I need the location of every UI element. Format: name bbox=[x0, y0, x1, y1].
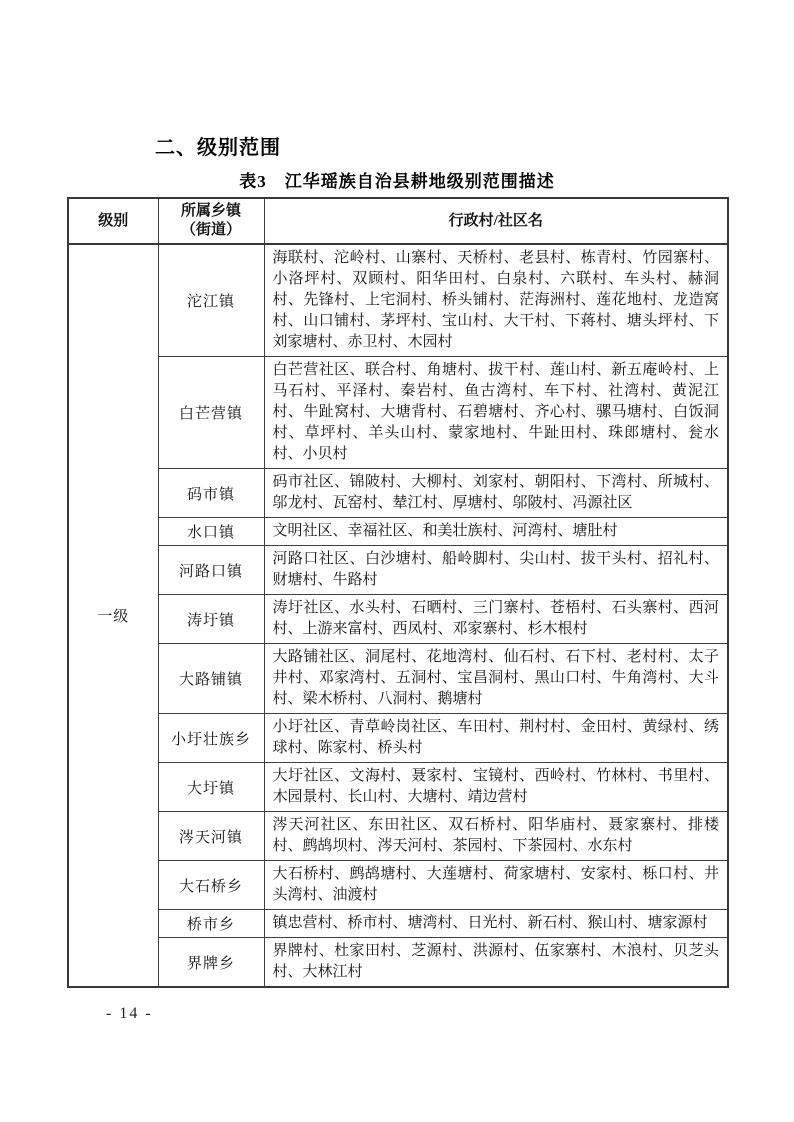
header-township-line2: （街道） bbox=[180, 222, 241, 238]
township-cell: 大石桥乡 bbox=[158, 861, 264, 910]
township-cell: 沱江镇 bbox=[158, 244, 264, 357]
header-villages: 行政村/社区名 bbox=[264, 198, 728, 244]
table-row bbox=[68, 357, 728, 469]
villages-cell: 镇忠营村、桥市村、塘湾村、日光村、新石村、猴山村、塘家源村 bbox=[264, 910, 728, 938]
header-level: 级别 bbox=[68, 198, 158, 244]
township-cell: 涛圩镇 bbox=[158, 595, 264, 644]
table-row bbox=[68, 861, 728, 910]
table-header-row bbox=[68, 198, 728, 244]
villages-cell: 河路口社区、白沙塘村、船岭脚村、尖山村、拔干头村、招礼村、财塘村、牛路村 bbox=[264, 546, 728, 595]
level-range-table bbox=[67, 197, 729, 988]
villages-cell: 码市社区、锦陂村、大柳村、刘家村、朝阳村、下湾村、所城村、邬龙村、瓦窑村、辇江村、厚塘村、邬陂村、冯源社区 bbox=[264, 469, 728, 518]
table-row bbox=[68, 763, 728, 812]
township-cell: 小圩壮族乡 bbox=[158, 714, 264, 763]
villages-cell: 涔天河社区、东田社区、双石桥村、阳华庙村、聂家寨村、排楼村、鹧鸪坝村、涔天河村、茶园村、下茶园村、水东村 bbox=[264, 812, 728, 861]
township-cell: 白芒营镇 bbox=[158, 357, 264, 469]
villages-cell: 涛圩社区、水头村、石晒村、三门寨村、苍梧村、石头寨村、西河村、上游来富村、西凤村、邓家寨村、杉木根村 bbox=[264, 595, 728, 644]
township-cell: 界牌乡 bbox=[158, 938, 264, 988]
villages-cell: 小圩社区、青草岭岗社区、车田村、荆村村、金田村、黄绿村、绣球村、陈家村、桥头村 bbox=[264, 714, 728, 763]
header-township-line1: 所属乡镇 bbox=[180, 203, 241, 220]
level-cell: 一级 bbox=[68, 244, 158, 987]
table-row bbox=[68, 518, 728, 546]
section-heading: 二、级别范围 bbox=[155, 137, 281, 159]
villages-cell: 界牌村、杜家田村、芝源村、洪源村、伍家寨村、木浪村、贝芝头村、大林江村 bbox=[264, 938, 728, 988]
table-row bbox=[68, 938, 728, 988]
villages-cell: 白芒营社区、联合村、角塘村、拔干村、莲山村、新五庵岭村、上马石村、平泽村、秦岩村、鱼古湾村、车下村、社湾村、黄泥江村、牛趾窝村、大塘背村、石碧塘村、齐心村、骡马塘村、白饭洞村、草坪村、羊头山村、蒙家地村、牛趾田村、珠郎塘村、瓮水村、小贝村 bbox=[264, 357, 728, 469]
page-number: - 14 - bbox=[106, 1005, 153, 1022]
table-row bbox=[68, 469, 728, 518]
township-cell: 桥市乡 bbox=[158, 910, 264, 938]
table-row bbox=[68, 244, 728, 357]
table-row bbox=[68, 644, 728, 714]
table-row bbox=[68, 812, 728, 861]
table-row bbox=[68, 595, 728, 644]
township-cell: 大路铺镇 bbox=[158, 644, 264, 714]
header-township bbox=[158, 198, 264, 244]
township-cell: 大圩镇 bbox=[158, 763, 264, 812]
township-cell: 水口镇 bbox=[158, 518, 264, 546]
township-cell: 码市镇 bbox=[158, 469, 264, 518]
villages-cell: 海联村、沱岭村、山寨村、天桥村、老县村、栋青村、竹园寨村、小洛坪村、双顾村、阳华田村、白泉村、六联村、车头村、赫洞村、先锋村、上宅洞村、桥头铺村、茫海洲村、莲花地村、龙造窝村、山口铺村、茅坪村、宝山村、大干村、下蒋村、塘头坪村、下刘家塘村、赤卫村、木园村 bbox=[264, 244, 728, 357]
table-row bbox=[68, 714, 728, 763]
table-body bbox=[68, 244, 728, 987]
villages-cell: 大圩社区、文海村、聂家村、宝镜村、西岭村、竹林村、书里村、木园景村、长山村、大塘村、靖边营村 bbox=[264, 763, 728, 812]
township-cell: 涔天河镇 bbox=[158, 812, 264, 861]
table-row bbox=[68, 546, 728, 595]
table-row bbox=[68, 910, 728, 938]
township-cell: 河路口镇 bbox=[158, 546, 264, 595]
villages-cell: 大路铺社区、洞尾村、花地湾村、仙石村、石下村、老村村、太子井村、邓家湾村、五洞村、宝昌洞村、黑山口村、牛角湾村、大斗村、梁木桥村、八洞村、鹅塘村 bbox=[264, 644, 728, 714]
table-title: 表3 江华瑶族自治县耕地级别范围描述 bbox=[239, 172, 555, 191]
villages-cell: 文明社区、幸福社区、和美壮族村、河湾村、塘肚村 bbox=[264, 518, 728, 546]
villages-cell: 大石桥村、鹧鸪塘村、大莲塘村、荷家塘村、安家村、栎口村、井头湾村、油渡村 bbox=[264, 861, 728, 910]
